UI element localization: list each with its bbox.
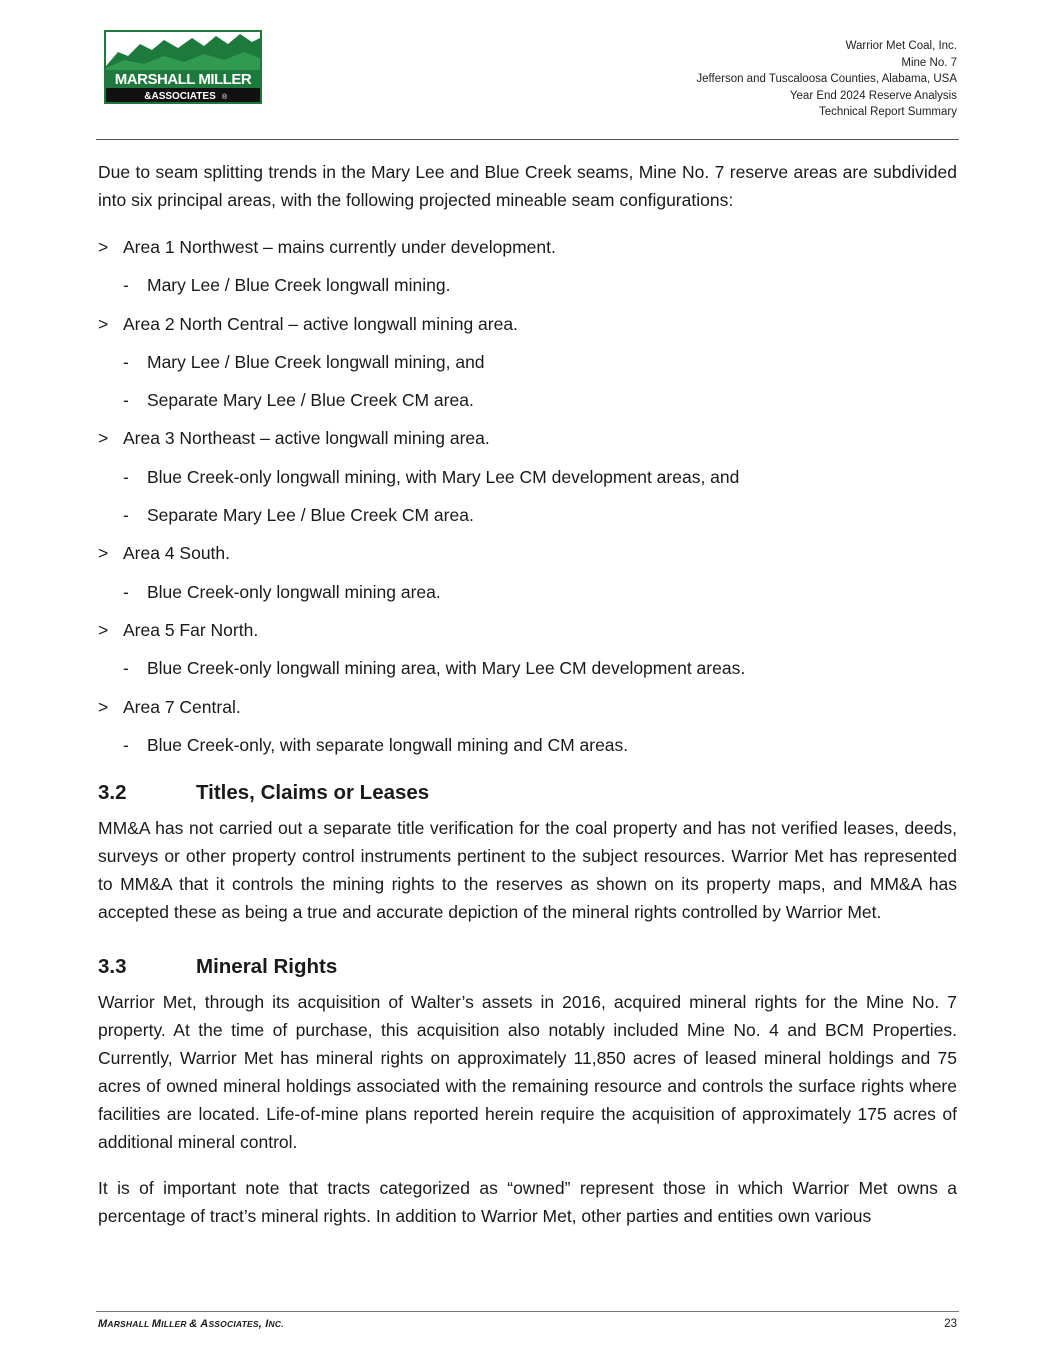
dash-marker: - <box>123 505 129 526</box>
section-number: 3.3 <box>98 955 127 979</box>
sub-text: Mary Lee / Blue Creek longwall mining. <box>147 275 451 296</box>
bullet-marker: > <box>98 696 109 717</box>
logo-name: MARSHALL MILLER <box>114 71 252 88</box>
dash-marker: - <box>123 466 129 487</box>
sub-item <box>123 649 957 687</box>
header-company: Warrior Met Coal, Inc. <box>845 40 957 52</box>
area-item <box>98 534 957 611</box>
dash-marker: - <box>123 734 129 755</box>
header-mine: Mine No. 7 <box>901 56 957 69</box>
area-item <box>98 305 957 420</box>
bullet-marker: > <box>98 428 109 449</box>
owned-tracts-paragraph: It is of important note that tracts categorized as “owned” represent those in which Warrior Met owns a percentage of tract’s mineral rights. In addition to Warrior Met, other parties and entities own various <box>98 1178 957 1227</box>
dash-marker: - <box>123 390 129 411</box>
header-location: Jefferson and Tuscaloosa Counties, Alabama, USA <box>696 73 957 85</box>
bullet-marker: > <box>98 237 109 257</box>
bullet-marker: > <box>98 619 109 640</box>
footer-company: MARSHALL MILLER & ASSOCIATES, INC. <box>98 1318 284 1330</box>
sub-text: Blue Creek-only longwall mining area, with Mary Lee CM development areas. <box>147 658 746 679</box>
area-text: Area 1 Northwest – mains currently under development. <box>123 237 556 257</box>
bullet-marker: > <box>98 313 109 334</box>
header-divider <box>96 139 959 140</box>
logo-sub: &ASSOCIATES <box>144 91 216 102</box>
area-text: Area 3 Northeast – active longwall mining area. <box>123 428 490 449</box>
area-text: Area 4 South. <box>123 543 231 564</box>
area-item <box>98 419 957 534</box>
dash-marker: - <box>123 581 129 602</box>
sub-item <box>123 343 957 381</box>
area-text: Area 7 Central. <box>123 696 241 717</box>
sub-item <box>123 726 957 764</box>
sub-text: Blue Creek-only, with separate longwall mining and CM areas. <box>147 734 629 755</box>
sub-text: Separate Mary Lee / Blue Creek CM area. <box>147 390 474 411</box>
area-item <box>98 611 957 688</box>
section-title: Titles, Claims or Leases <box>196 781 430 805</box>
sub-text: Separate Mary Lee / Blue Creek CM area. <box>147 505 474 526</box>
sub-item <box>123 381 957 419</box>
bullet-marker: > <box>98 543 109 564</box>
area-list <box>98 228 957 764</box>
mineral-rights-paragraph: Warrior Met, through its acquisition of Walter’s assets in 2016, acquired mineral rights for the Mine No. 7 property. At the time of purchase, this acquisition also notably included Mine No. 4 and BCM Properties. Currently, Warrior Met has mineral rights on approximately 11,850 acres of leased mineral holdings and 75 acres of owned mineral holdings associated with the remaining resource and controls the surface rights where facilities are located. Life-of-mine plans reported herein require the acquisition of approximately 175 acres of additional mineral control. <box>98 992 957 1153</box>
area-text: Area 5 Far North. <box>123 619 259 640</box>
dash-marker: - <box>123 275 129 296</box>
sub-text: Blue Creek-only longwall mining area. <box>147 581 441 602</box>
page-content <box>98 158 957 1230</box>
area-item <box>98 228 957 305</box>
logo-registered: ® <box>222 94 228 101</box>
sub-item <box>123 496 957 534</box>
page-number: 23 <box>944 1318 957 1330</box>
sub-text: Blue Creek-only longwall mining, with Mary Lee CM development areas, and <box>147 466 740 487</box>
marshall-miller-logo <box>104 30 262 104</box>
section-heading-3-2 <box>98 778 957 808</box>
sub-item <box>123 458 957 496</box>
header-analysis: Year End 2024 Reserve Analysis <box>789 89 957 102</box>
section-title: Mineral Rights <box>196 955 338 979</box>
dash-marker: - <box>123 351 129 372</box>
report-header-info <box>696 38 957 121</box>
section-number: 3.2 <box>98 781 127 805</box>
titles-paragraph: MM&A has not carried out a separate title verification for the coal property and has not verified leases, deeds, surveys or other property control instruments pertinent to the subject resources. Warrior Met has represented to MM&A that it controls the mining rights to the reserves as shown on its property maps, and MM&A has accepted these as being a true and accurate depiction of the mineral rights controlled by Warrior Met. <box>98 818 957 923</box>
sub-item <box>123 266 957 304</box>
sub-text: Mary Lee / Blue Creek longwall mining, and <box>147 351 485 372</box>
area-item <box>98 688 957 765</box>
area-text: Area 2 North Central – active longwall mining area. <box>123 313 518 334</box>
section-heading-3-3 <box>98 952 957 982</box>
dash-marker: - <box>123 658 129 679</box>
header-report-type: Technical Report Summary <box>818 106 957 118</box>
sub-item <box>123 573 957 611</box>
intro-paragraph: Due to seam splitting trends in the Mary Lee and Blue Creek seams, Mine No. 7 reserve areas are subdivided into six principal areas, with the following projected mineable seam configurations: <box>98 162 957 210</box>
footer-divider <box>96 1311 959 1312</box>
